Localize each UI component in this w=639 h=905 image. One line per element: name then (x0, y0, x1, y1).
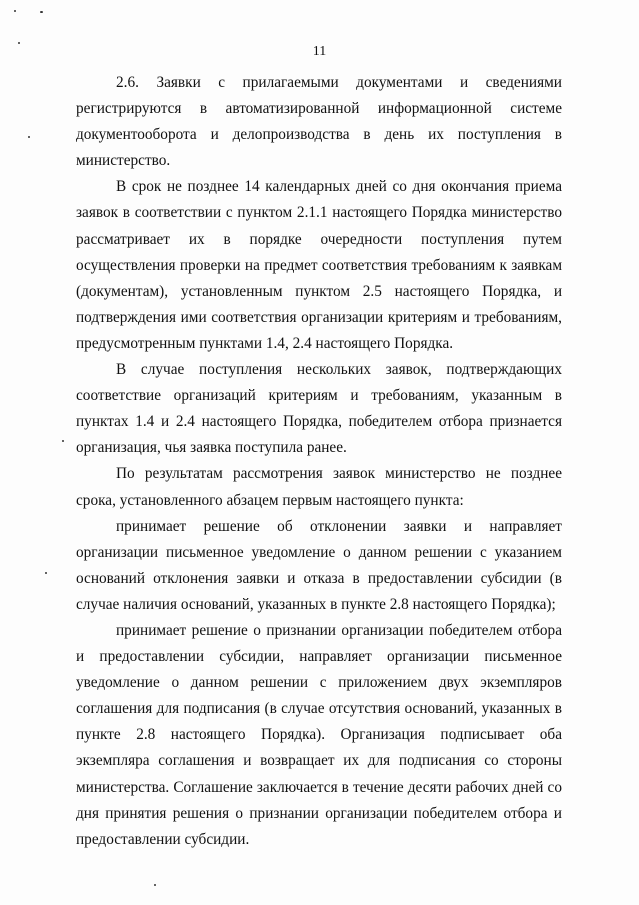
document-body (76, 70, 562, 853)
paragraph-review-results: По результатам рассмотрения заявок министерство не позднее срока, установленного абзацем первым настоящего пункта: (76, 465, 562, 509)
paragraph-multiple-applications: В случае поступления нескольких заявок, подтверждающих соответствие организаций критериям и требованиям, указанным в пунктах 1.4 и 2.4 настоящего Порядка, победителем отбора признается организация, чья заявка поступила ранее. (76, 361, 562, 457)
scan-speck (62, 440, 64, 442)
paragraph-winner-decision: принимает решение о признании организации победителем отбора и предоставлении субсидии, направляет организации письменное уведомление о данном решении с приложением двух экземпляров соглашения для подписания (в случае отсутствия оснований, указанных в пункте 2.8 настоящего Порядка). Организация подписывает оба экземпляра соглашения и возвращает их для подписания со стороны министерства. Соглашение заключается в течение десяти рабочих дней со дня принятия решения о признании организации победителем отбора и предоставлении субсидии. (76, 621, 562, 848)
scan-speck (28, 136, 30, 138)
scan-speck (154, 884, 156, 886)
scan-speck (40, 11, 43, 13)
paragraph-2-6: 2.6. Заявки с прилагаемыми документами и сведениями регистрируются в автоматизированной информационной системе документооборота и делопроизводства в день их поступления в министерство. (76, 74, 562, 170)
scan-speck (45, 572, 47, 574)
scan-speck (14, 10, 16, 12)
paragraph-review-deadline: В срок не позднее 14 календарных дней со дня окончания приема заявок в соответствии с пунктом 2.1.1 настоящего Порядка министерство рассматривает их в порядке очередности поступления путем осуществления проверки на предмет соответствия требованиям к заявкам (документам), установленным пунктом 2.5 настоящего Порядка, и подтверждения ими соответствия организации критериям и требованиям, предусмотренным пунктами 1.4, 2.4 настоящего Порядка. (76, 178, 562, 352)
paragraph-rejection-decision: принимает решение об отклонении заявки и направляет организации письменное уведомление о данном решении с указанием оснований отклонения заявки и отказа в предоставлении субсидии (в случае наличия оснований, указанных в пункте 2.8 настоящего Порядка); (76, 517, 562, 613)
page-number: 11 (312, 44, 327, 59)
